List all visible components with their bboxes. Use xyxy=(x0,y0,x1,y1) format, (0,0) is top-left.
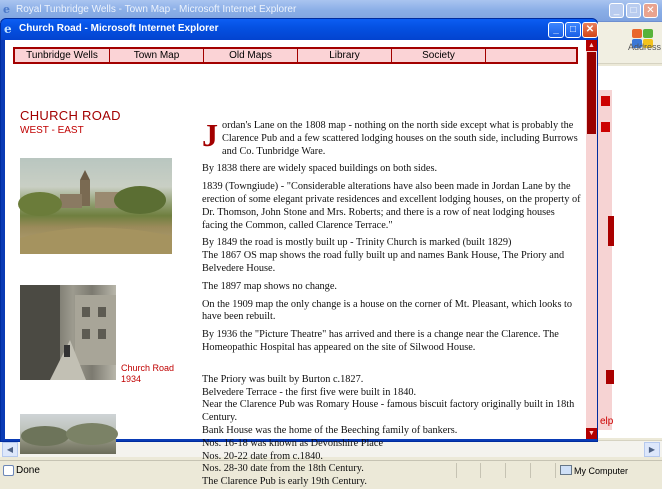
paragraph: By 1849 the road is mostly built up - Trinity Church is marked (built 1829) xyxy=(202,237,512,249)
paragraph: ordan's Lane on the 1808 map - nothing on the north side except what is probably the Clarence Pub and a few scattered lodging houses on the south side, including Burrows and Co. Tunbridge Ware. xyxy=(222,120,578,157)
maximize-button[interactable]: □ xyxy=(565,22,581,38)
ie-icon: e xyxy=(4,22,12,36)
nav-society[interactable]: Society xyxy=(392,49,486,62)
page-subtitle: WEST - EAST xyxy=(20,125,84,136)
note-line: Belvedere Terrace - the first five were built in 1840. xyxy=(202,386,417,398)
nav-empty-cell xyxy=(486,49,576,62)
close-button[interactable]: ✕ xyxy=(582,22,598,38)
background-minimize-button[interactable]: _ xyxy=(609,3,624,18)
paragraph: The 1867 OS map shows the road fully built up and names Bank House, The Priory and Belvedere House. xyxy=(202,250,565,274)
paragraph: 1839 (Towngiude) - "Considerable alterations have also been made in Jordan Lane by the erection of some elegant private residences and excellent lodging houses, on the property of Dr. Thomson, John Stone and Mrs. Roberts; and there is a row of neat lodging houses facing the Common, called Clarence Terrace." xyxy=(202,181,581,231)
church-road-1934-photo xyxy=(20,285,116,380)
vertical-scrollbar[interactable] xyxy=(586,40,597,439)
nav-tunbridge-wells[interactable]: Tunbridge Wells xyxy=(15,49,110,62)
note-line: Near the Clarence Pub was Romary House - famous biscuit factory originally built in 18th Century. xyxy=(202,399,575,424)
photo-caption xyxy=(121,363,174,385)
nav-library[interactable]: Library xyxy=(298,49,392,62)
background-help-fragment[interactable]: elp xyxy=(600,416,614,427)
background-red-bar xyxy=(608,216,614,246)
paragraph: On the 1909 map the only change is a house on the corner of Mt. Pleasant, which looks to have been rebuilt. xyxy=(202,298,573,323)
nav-old-maps[interactable]: Old Maps xyxy=(204,49,298,62)
scroll-left-icon[interactable]: ◀ xyxy=(2,442,18,457)
scroll-up-icon[interactable]: ▲ xyxy=(586,40,597,51)
nav-town-map[interactable]: Town Map xyxy=(110,49,204,62)
note-line: The Priory was built by Burton c.1827. xyxy=(202,373,364,385)
note-line: The Clarence Pub is early 19th Century. xyxy=(202,476,367,488)
popup-window-title: Church Road - Microsoft Internet Explorer xyxy=(19,23,219,34)
note-line: Nos. 20-22 date from c.1840. xyxy=(202,450,323,462)
caption-year: 1934 xyxy=(121,374,142,384)
paragraph: By 1838 there are widely spaced buildings on both sides. xyxy=(202,163,438,175)
status-text: Done xyxy=(16,465,40,476)
page-title: CHURCH ROAD xyxy=(20,108,121,123)
paragraph: By 1936 the "Picture Theatre" has arrived and there is a change near the Clarence. The Homeopathic Hospital has appeared on the site of Silwood House. xyxy=(202,329,559,353)
address-label: Address xyxy=(628,42,662,52)
site-nav-bar xyxy=(13,47,578,64)
background-close-button[interactable]: ✕ xyxy=(643,3,658,18)
church-photo xyxy=(20,158,172,254)
background-maximize-button[interactable]: □ xyxy=(626,3,641,18)
background-window-title: Royal Tunbridge Wells - Town Map - Microsoft Internet Explorer xyxy=(16,4,297,15)
scroll-right-icon[interactable]: ▶ xyxy=(644,442,660,457)
popup-titlebar[interactable] xyxy=(1,19,597,40)
note-line: Nos. 28-30 date from the 18th Century. xyxy=(202,463,364,475)
paragraph: The 1897 map shows no change. xyxy=(202,280,337,292)
ie-icon: e xyxy=(3,3,10,16)
minimize-button[interactable]: _ xyxy=(548,22,564,38)
article-text xyxy=(202,117,582,489)
scroll-down-icon[interactable]: ▼ xyxy=(586,428,597,439)
note-line: Nos. 16-18 was known as Devonshire Place xyxy=(202,437,384,449)
security-zone-label: My Computer xyxy=(574,466,629,476)
page-done-icon xyxy=(3,465,14,476)
scrollbar-thumb[interactable] xyxy=(587,52,596,134)
note-line: Bank House was the home of the Beeching family of bankers. xyxy=(202,424,458,436)
background-red-bar xyxy=(606,370,614,384)
landscape-photo xyxy=(20,414,116,454)
caption-title: Church Road xyxy=(121,363,175,373)
drop-cap: J xyxy=(202,117,218,153)
